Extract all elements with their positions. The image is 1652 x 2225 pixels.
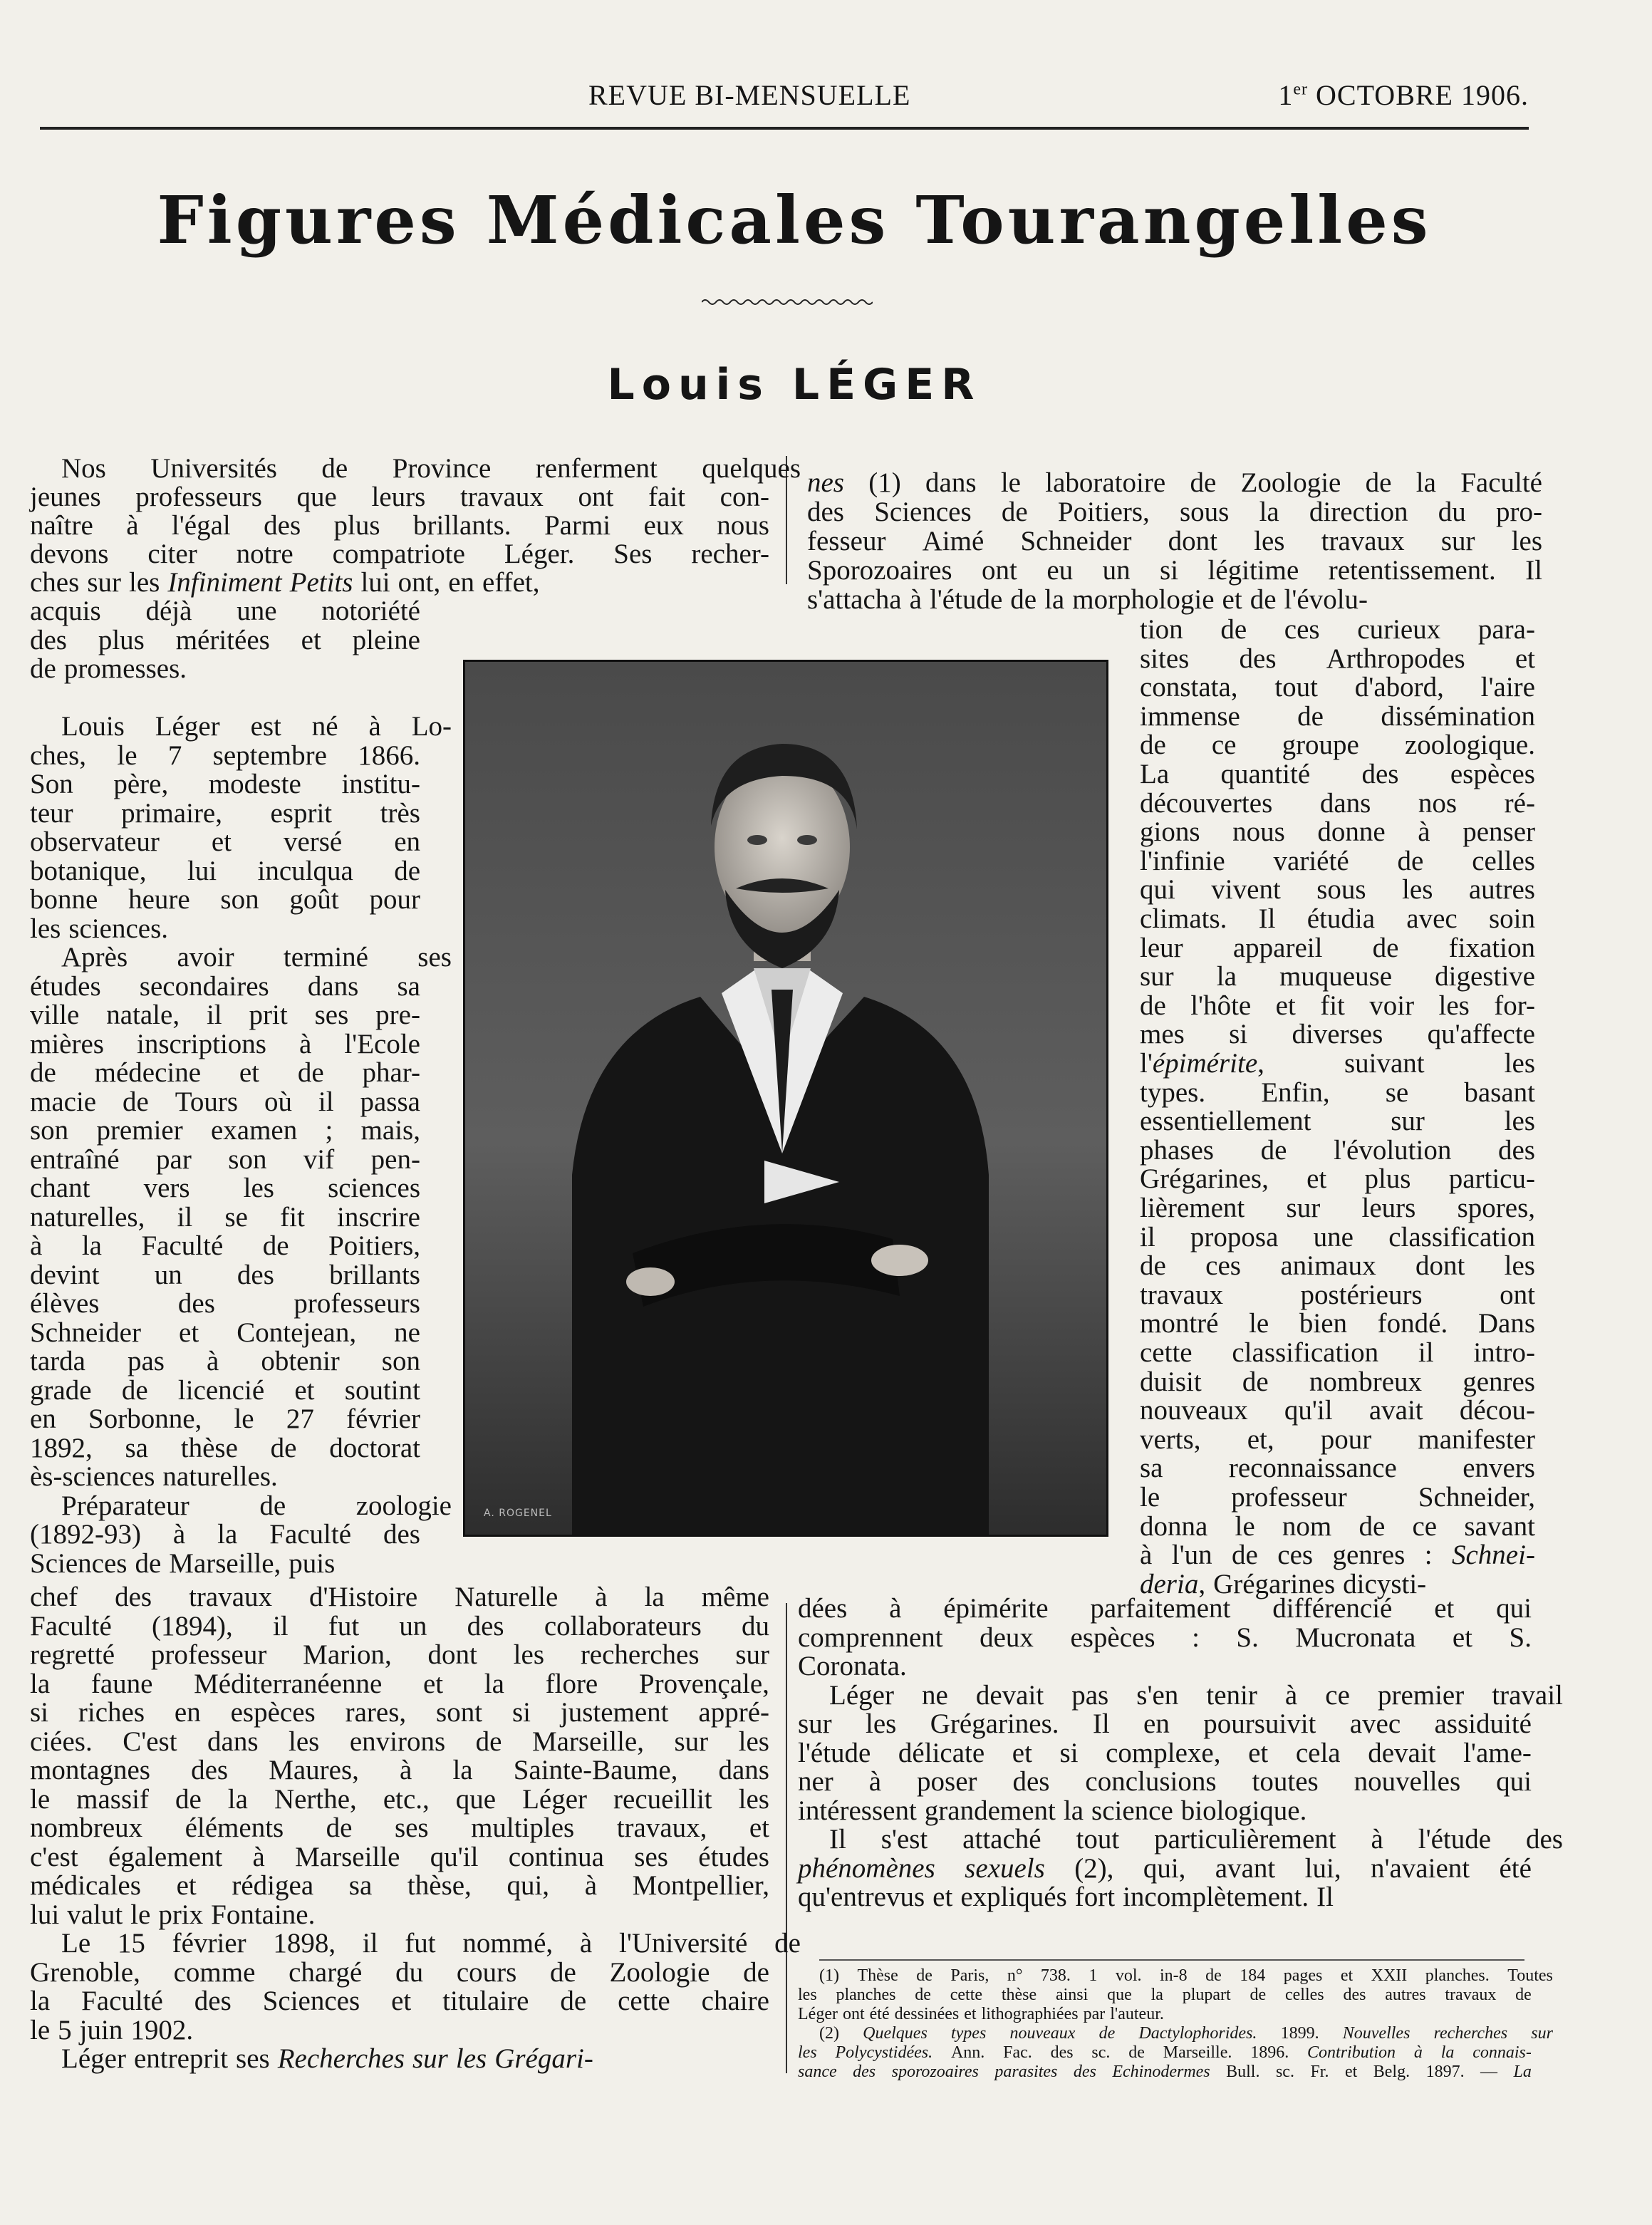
text-line: types. Enfin, se basant <box>1140 1077 1535 1108</box>
text-line: sur la muqueuse digestive <box>1140 961 1535 992</box>
text-line: Grégarines, et plus particu- <box>1140 1163 1535 1195</box>
text-line: lièrement sur leurs spores, <box>1140 1193 1535 1223</box>
text-line: 1892, sa thèse de doctorat <box>30 1432 420 1463</box>
text-line: devint un des brillants <box>30 1259 420 1290</box>
text-line: climats. Il étudia avec soin <box>1140 903 1535 934</box>
text-line: botanique, lui inculqua de <box>30 855 420 886</box>
text-line: Le 15 février 1898, il fut nommé, à l'Université de <box>61 1928 801 1959</box>
text-line: dées à épimérite parfaitement différencié et qui <box>798 1593 1532 1624</box>
title-ornament <box>702 298 873 306</box>
text-line: lui valut le prix Fontaine. <box>30 1899 316 1930</box>
text-line: leur appareil de fixation <box>1140 932 1535 963</box>
text-line: acquis déjà une notoriété <box>30 596 420 626</box>
text-line: Grenoble, comme chargé du cours de Zoologie de <box>30 1956 769 1988</box>
text-line: Son père, modeste institu- <box>30 769 420 799</box>
text-line: macie de Tours où il passa <box>30 1086 420 1117</box>
text-line: Nos Universités de Province renferment quelques <box>61 453 801 484</box>
footnote-line: sance des sporozoaires parasites des Echinodermes Bull. sc. Fr. et Belg. 1897. — La <box>798 2063 1532 2081</box>
text-line: sites des Arthropodes et <box>1140 643 1535 674</box>
text-line: Sporozoaires ont eu un si légitime retentissement. Il <box>807 555 1542 586</box>
text-line: observateur et versé en <box>30 826 420 857</box>
text-line: sa reconnaissance envers <box>1140 1453 1535 1484</box>
page-header <box>40 78 1529 121</box>
text-line: Après avoir terminé ses <box>61 942 452 973</box>
header-rule <box>40 127 1529 130</box>
text-line: fesseur Aimé Schneider dont les travaux sur les <box>807 526 1542 556</box>
text-line: ciées. C'est dans les environs de Marseille, sur les <box>30 1726 769 1757</box>
text-line: l'épimérite, suivant les <box>1140 1048 1535 1079</box>
text-line: La quantité des espèces <box>1140 759 1535 789</box>
text-line: Léger ne devait pas s'en tenir à ce premier travail <box>829 1679 1563 1711</box>
text-line: entraîné par son vif pen- <box>30 1143 420 1175</box>
text-line: de médecine et de phar- <box>30 1057 420 1088</box>
text-line: de l'hôte et fit voir les for- <box>1140 990 1535 1021</box>
footnote-line: (2) Quelques types nouveaux de Dactylophorides. 1899. Nouvelles recherches sur <box>819 2024 1553 2043</box>
text-line: les sciences. <box>30 913 169 944</box>
text-line: Sciences de Marseille, puis <box>30 1547 336 1579</box>
text-line: nes (1) dans le laboratoire de Zoologie de la Faculté <box>807 467 1542 498</box>
text-line: ches, le 7 septembre 1866. <box>30 740 420 771</box>
text-line: constata, tout d'abord, l'aire <box>1140 672 1535 703</box>
text-line: le massif de la Nerthe, etc., que Léger recueillit les <box>30 1783 769 1815</box>
text-line: chef des travaux d'Histoire Naturelle à la même <box>30 1582 769 1612</box>
issue-date: 1er OCTOBRE 1906. <box>1278 79 1529 111</box>
text-line: deria, Grégarines dicysti- <box>1140 1568 1427 1599</box>
text-line: le professeur Schneider, <box>1140 1482 1535 1513</box>
text-line: c'est également à Marseille qu'il continua ses études <box>30 1841 769 1872</box>
text-line: montagnes des Maures, à la Sainte-Baume, dans <box>30 1755 769 1785</box>
text-line: nombreux éléments de ses multiples travaux, et <box>30 1812 769 1843</box>
article-subtitle: Louis LÉGER <box>607 360 982 410</box>
text-line: grade de licencié et soutint <box>30 1374 420 1406</box>
column-rule <box>786 1603 787 2073</box>
text-line: en Sorbonne, le 27 février <box>30 1404 420 1434</box>
text-line: phénomènes sexuels (2), qui, avant lui, n'avaient été <box>798 1852 1532 1884</box>
text-line: chant vers les sciences <box>30 1173 420 1203</box>
text-line: le 5 juin 1902. <box>30 2014 194 2045</box>
text-line: Il s'est attaché tout particulièrement à l'étude des <box>829 1824 1563 1855</box>
text-line: Louis Léger est né à Lo- <box>61 711 452 742</box>
text-line: ville natale, il prit ses pre- <box>30 1000 420 1030</box>
text-line: cette classification il intro- <box>1140 1337 1535 1368</box>
text-line: Préparateur de zoologie <box>61 1490 452 1521</box>
text-line: de ces animaux dont les <box>1140 1250 1535 1282</box>
text-line: qui vivent sous les autres <box>1140 874 1535 906</box>
text-line: l'infinie variété de celles <box>1140 845 1535 876</box>
footnote-rule <box>819 1959 1524 1961</box>
text-line: élèves des professeurs <box>30 1288 420 1319</box>
page-title: Figures Médicales Tourangelles <box>157 182 1432 259</box>
text-line: duisit de nombreux genres <box>1140 1366 1535 1397</box>
text-line: tarda pas à obtenir son <box>30 1346 420 1376</box>
text-line: gions nous donne à penser <box>1140 816 1535 848</box>
text-line: regretté professeur Marion, dont les recherches sur <box>30 1639 769 1670</box>
text-line: si riches en espèces rares, sont si justement appré- <box>30 1697 769 1728</box>
text-line: comprennent deux espèces : S. Mucronata et S. <box>798 1622 1532 1653</box>
text-line: mes si diverses qu'affecte <box>1140 1019 1535 1050</box>
text-line: ner à poser des conclusions toutes nouvelles qui <box>798 1766 1532 1797</box>
text-line: naturelles, il se fit inscrire <box>30 1201 420 1233</box>
text-line: à la Faculté de Poitiers, <box>30 1230 420 1261</box>
text-line: naître à l'égal des plus brillants. Parmi eux nous <box>30 510 769 541</box>
text-line: Schneider et Contejean, ne <box>30 1317 420 1348</box>
footnote-line: Léger ont été dessinées et lithographiées par l'auteur. <box>798 2005 1164 2023</box>
text-line: à l'un de ces genres : Schnei- <box>1140 1540 1535 1571</box>
text-line: immense de dissémination <box>1140 700 1535 732</box>
text-line: l'étude délicate et si complexe, et cela devait l'ame- <box>798 1737 1532 1768</box>
text-line: des Sciences de Poitiers, sous la direction du pro- <box>807 497 1542 527</box>
footnote-line: les planches de cette thèse ainsi que la plupart de celles des autres travaux de <box>798 1986 1532 2004</box>
text-line: il proposa une classification <box>1140 1221 1535 1252</box>
text-line: Coronata. <box>798 1651 907 1681</box>
text-line: nouveaux qu'il avait décou- <box>1140 1395 1535 1426</box>
text-line: phases de l'évolution des <box>1140 1134 1535 1166</box>
text-line: mières inscriptions à l'Ecole <box>30 1028 420 1059</box>
text-line: essentiellement sur les <box>1140 1106 1535 1137</box>
text-line: son premier examen ; mais, <box>30 1115 420 1146</box>
text-line: tion de ces curieux para- <box>1140 614 1535 645</box>
text-line: verts, et, pour manifester <box>1140 1423 1535 1455</box>
text-line: jeunes professeurs que leurs travaux ont fait con- <box>30 482 769 512</box>
text-line: ches sur les Infiniment Petits lui ont, en effet, <box>30 567 540 598</box>
text-line: découvertes dans nos ré- <box>1140 787 1535 819</box>
portrait-photo <box>463 660 1108 1537</box>
text-line: qu'entrevus et expliqués fort incomplètement. Il <box>798 1882 1334 1912</box>
text-line: (1892-93) à la Faculté des <box>30 1519 420 1550</box>
text-line: ès-sciences naturelles. <box>30 1461 278 1492</box>
text-line: bonne heure son goût pour <box>30 884 420 915</box>
photographer-signature: A. ROGENEL <box>484 1508 552 1519</box>
footnote-line: (1) Thèse de Paris, n° 738. 1 vol. in-8 de 184 pages et XXII planches. Toutes <box>819 1966 1553 1985</box>
text-line: teur primaire, esprit très <box>30 797 420 829</box>
text-line: montré le bien fondé. Dans <box>1140 1308 1535 1339</box>
text-line: de ce groupe zoologique. <box>1140 730 1535 761</box>
text-line: Faculté (1894), il fut un des collaborateurs du <box>30 1610 769 1641</box>
text-line: des plus méritées et pleine <box>30 624 420 655</box>
text-line: médicales et rédigea sa thèse, qui, à Montpellier, <box>30 1870 769 1901</box>
text-line: Léger entreprit ses Recherches sur les Grégari- <box>61 2043 593 2074</box>
text-line: s'attacha à l'étude de la morphologie et de l'évolu- <box>807 584 1368 615</box>
text-line: intéressent grandement la science biologique. <box>798 1795 1307 1826</box>
text-line: la faune Méditerranéenne et la flore Provençale, <box>30 1668 769 1699</box>
text-line: devons citer notre compatriote Léger. Ses recher- <box>30 539 769 569</box>
text-line: donna le nom de ce savant <box>1140 1510 1535 1542</box>
journal-name: REVUE BI-MENSUELLE <box>588 79 911 111</box>
text-line: de promesses. <box>30 653 187 684</box>
text-line: études secondaires dans sa <box>30 970 420 1002</box>
text-line: la Faculté des Sciences et titulaire de cette chaire <box>30 1986 769 2016</box>
text-line: sur les Grégarines. Il en poursuivit avec assiduité <box>798 1708 1532 1739</box>
footnote-line: les Polycystidées. Ann. Fac. des sc. de Marseille. 1896. Contribution à la connais- <box>798 2043 1532 2062</box>
text-line: travaux postérieurs ont <box>1140 1279 1535 1310</box>
